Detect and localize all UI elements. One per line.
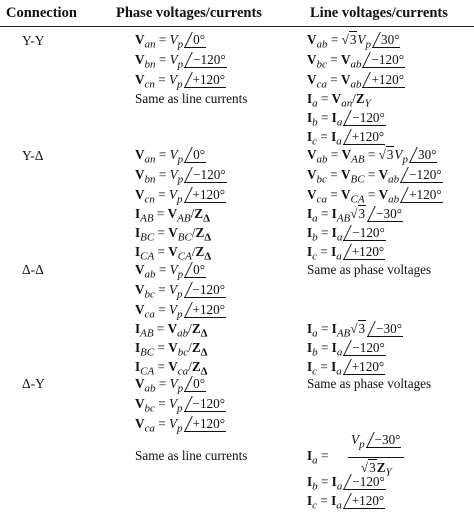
- yd-line-vca: $V_{ca} = V_{CA} = V_{ab} +120^\circ$: [307, 187, 442, 206]
- yd-line-ia: $I_a = I_{AB}√3 -30^\circ$: [307, 206, 403, 225]
- yy-line-vca: $V_{ca} = V_{ab} +120^\circ$: [307, 72, 404, 91]
- dy-phase-vab: $V_{ab} = V_p$ 0°: [135, 376, 205, 395]
- yd-phase-vcn: $V_{cn} = V_p +120^\circ$: [135, 187, 226, 206]
- header-rule: [0, 26, 474, 27]
- dd-line-ia: $I_a = I_{AB}√3 -30^\circ$: [307, 321, 403, 340]
- yy-phase-currents-note: Same as line currents: [135, 91, 248, 106]
- yd-line-ib: $I_b = I_a -120^\circ$: [307, 225, 385, 244]
- connection-y-delta: Y-Δ: [22, 148, 44, 163]
- dy-phase-vca: $V_{ca} = V_p +120^\circ$: [135, 416, 226, 435]
- dy-phase-currents-note: Same as line currents: [135, 448, 248, 463]
- yy-line-ic: $I_c = I_a +120^\circ$: [307, 129, 385, 148]
- dd-line-ib: $I_b = I_a -120^\circ$: [307, 340, 385, 359]
- yd-phase-ica: $I_{CA} = V_{CA}/Z_\Delta$: [135, 244, 212, 263]
- yd-phase-vbn: $V_{bn} = V_p -120^\circ$: [135, 167, 226, 186]
- dd-phase-iab: $I_{AB} = V_{ab}/Z_\Delta$: [135, 321, 208, 340]
- dd-phase-vca: $V_{ca} = V_p +120^\circ$: [135, 302, 226, 321]
- dy-line-ib: $I_b = I_a -120^\circ$: [307, 474, 385, 493]
- connection-y-y: Y-Y: [22, 33, 45, 48]
- connection-delta-y: Δ-Y: [22, 376, 45, 391]
- yd-line-vbc: $V_{bc} = V_{BC} = V_{ab} -120^\circ$: [307, 167, 442, 186]
- dy-line-ia-denominator: $√3Z_Y$: [360, 459, 392, 479]
- yd-phase-ibc: $I_{BC} = V_{BC}/Z_\Delta$: [135, 225, 212, 244]
- dy-line-voltages-note: Same as phase voltages: [307, 376, 432, 391]
- yd-line-vab: $V_{ab} = V_{AB} = √3V_p$ 30°: [307, 147, 437, 166]
- dd-phase-ica: $I_{CA} = V_{ca}/Z_\Delta$: [135, 359, 208, 378]
- header-phase: Phase voltages/currents: [116, 5, 262, 21]
- yy-line-vbc: $V_{bc} = V_{ab} -120^\circ$: [307, 52, 404, 71]
- yy-phase-van: $V_{an} = V_p$ 0°: [135, 32, 205, 51]
- header-connection: Connection: [6, 5, 77, 21]
- yy-line-ib: $I_b = I_a -120^\circ$: [307, 110, 385, 129]
- connection-delta-delta: Δ-Δ: [22, 262, 44, 277]
- dy-line-ia-lhs: $I_a$ =: [307, 448, 329, 467]
- yd-phase-van: $V_{an} = V_p$ 0°: [135, 147, 205, 166]
- dd-phase-ibc: $I_{BC} = V_{bc}/Z_\Delta$: [135, 340, 208, 359]
- dd-phase-vbc: $V_{bc} = V_p -120^\circ$: [135, 282, 226, 301]
- dd-line-ic: $I_c = I_a +120^\circ$: [307, 359, 385, 378]
- dy-line-ia-numerator: $V_p -30^\circ$: [348, 430, 404, 458]
- yy-line-vab: $V_{ab} = √3V_p$ 30°: [307, 32, 400, 51]
- dy-phase-vbc: $V_{bc} = V_p -120^\circ$: [135, 396, 226, 415]
- dd-phase-vab: $V_{ab} = V_p$ 0°: [135, 262, 205, 281]
- yd-line-ic: $I_c = I_a +120^\circ$: [307, 244, 385, 263]
- yd-phase-iab: $I_{AB} = V_{AB}/Z_\Delta$: [135, 206, 210, 225]
- dd-line-voltages-note: Same as phase voltages: [307, 262, 432, 277]
- yy-phase-vcn: $V_{cn} = V_p +120^\circ$: [135, 72, 226, 91]
- header-line: Line voltages/currents: [310, 5, 448, 21]
- yy-phase-vbn: $V_{bn} = V_p -120^\circ$: [135, 52, 226, 71]
- dy-line-ic: $I_c = I_a +120^\circ$: [307, 493, 385, 512]
- yy-line-ia: $I_a = V_{an}/Z_Y$: [307, 91, 371, 110]
